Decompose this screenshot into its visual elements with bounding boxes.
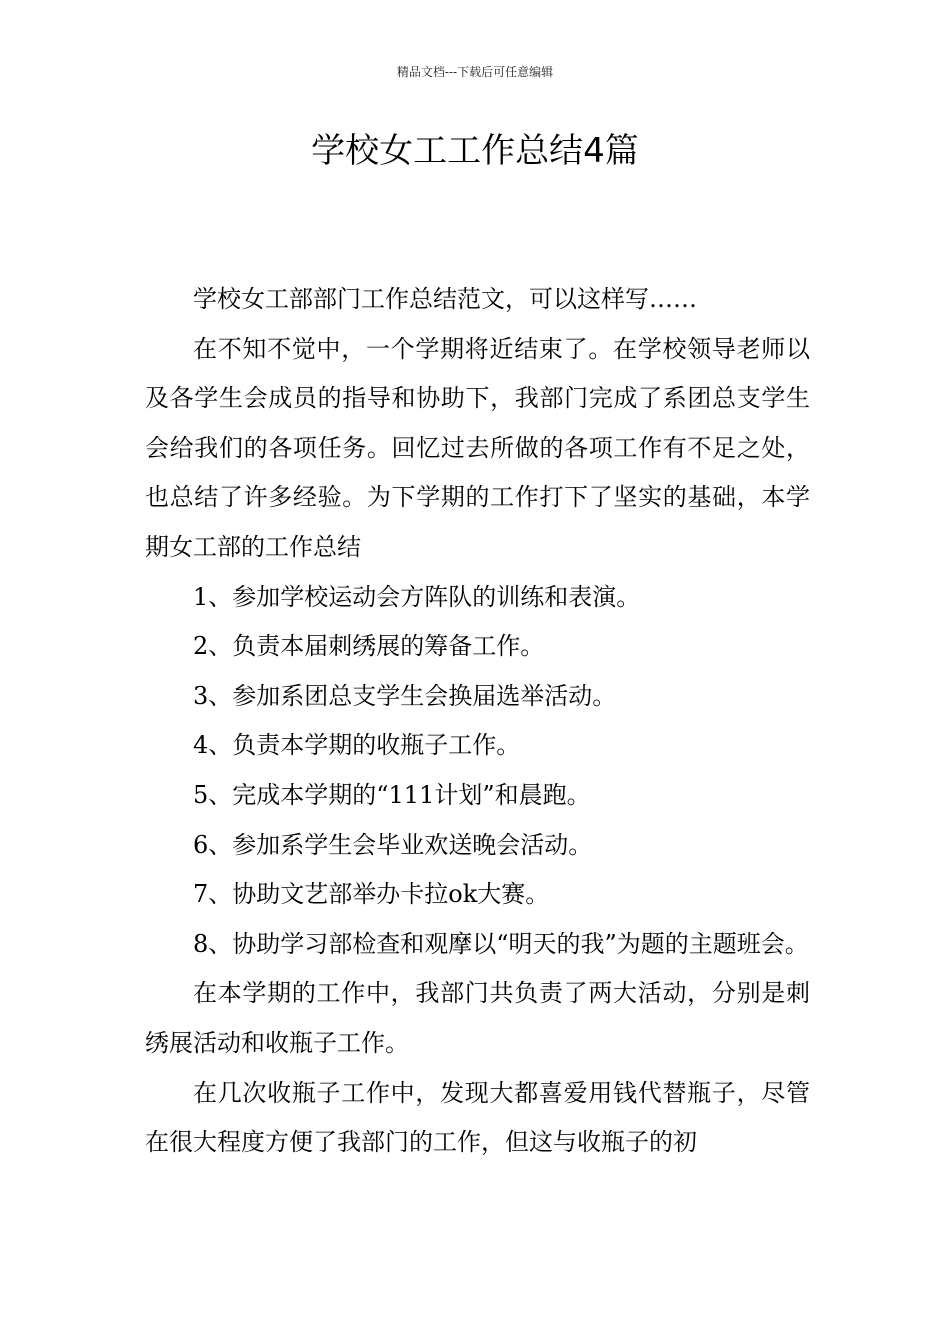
list-item: 1、参加学校运动会方阵队的训练和表演。 bbox=[193, 582, 641, 611]
document-title: 学校女工工作总结4篇 bbox=[311, 131, 639, 171]
paragraph-intro: 学校女工部部门工作总结范文，可以这样写…… bbox=[193, 285, 697, 313]
document-body bbox=[145, 275, 810, 1168]
list-item: 2、负责本届刺绣展的筹备工作。 bbox=[193, 632, 545, 661]
header-note: 精品文档---下载后可任意编辑 bbox=[396, 65, 554, 79]
list-item: 3、参加系团总支学生会换届选举活动。 bbox=[193, 681, 617, 710]
list-item: 7、协助文艺部举办卡拉ok大赛。 bbox=[193, 880, 550, 909]
list-item: 8、协助学习部检查和观摩以“明天的我”为题的主题班会。 bbox=[193, 929, 809, 958]
list-item: 5、完成本学期的“111计划”和晨跑。 bbox=[193, 780, 591, 809]
list-item: 6、参加系学生会毕业欢送晚会活动。 bbox=[193, 830, 593, 859]
paragraph-bottles: 在几次收瓶子工作中，发现大都喜爱用钱代替瓶子，尽管在很大程度方便了我部门的工作，但这与收瓶子的初 bbox=[145, 1078, 810, 1157]
list-item: 4、负责本学期的收瓶子工作。 bbox=[193, 731, 521, 760]
paragraph-activities: 在本学期的工作中，我部门共负责了两大活动，分别是刺绣展活动和收瓶子工作。 bbox=[145, 979, 810, 1057]
paragraph-summary: 在不知不觉中，一个学期将近结束了。在学校领导老师以及各学生会成员的指导和协助下，我部门完成了系团总支学生会给我们的各项任务。回忆过去所做的各项工作有不足之处，也总结了许多经验。为下学期的工作打下了坚实的基础，本学期女工部的工作总结 bbox=[145, 334, 810, 561]
